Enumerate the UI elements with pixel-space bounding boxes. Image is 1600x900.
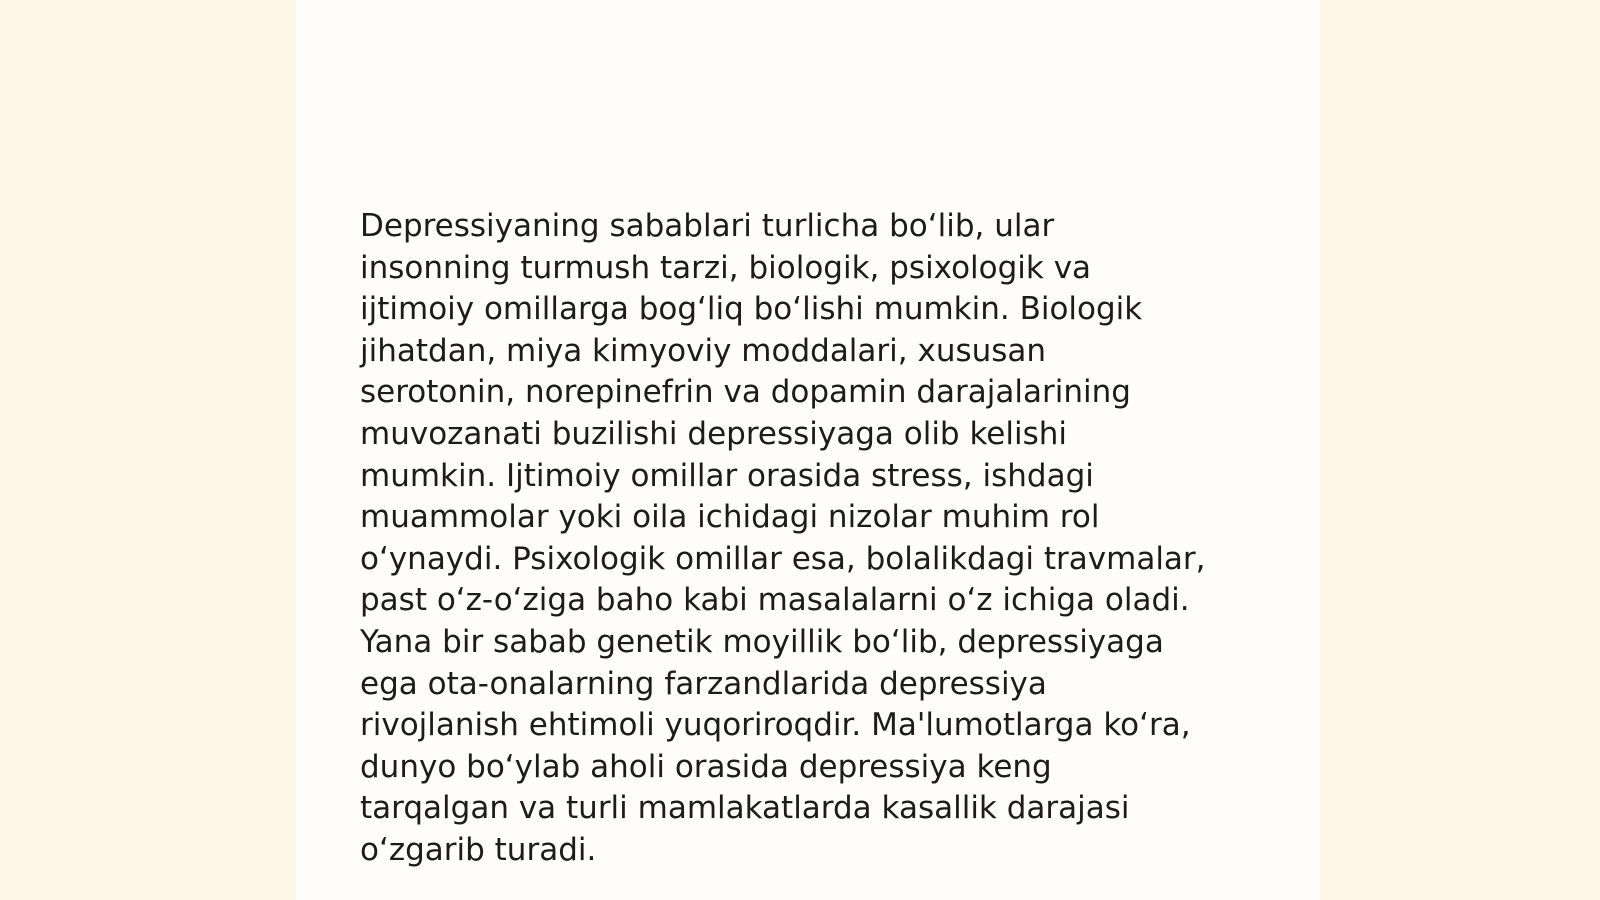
body-paragraph: Depressiyaning sabablari turlicha bo‘lib, ular insonning turmush tarzi, biologik, psixologik va ijtimoiy omillarga bog‘liq bo‘lishi mumkin. Biologik jihatdan, miya kimyoviy moddalari, xususan serotonin, norepinefrin va dopamin darajalarining muvozanati buzilishi depressiyaga olib kelishi mumkin. Ijtimoiy omillar orasida stress, ishdagi muammolar yoki oila ichidagi nizolar muhim rol o‘ynaydi. Psixologik omillar esa, bolalikdagi travmalar, past o‘z-o‘ziga baho kabi masalalarni o‘z ichiga oladi. Yana bir sabab genetik moyillik bo‘lib, depressiyaga ega ota-onalarning farzandlarida depressiya rivojlanish ehtimoli yuqoriroqdir. Ma'lumotlarga ko‘ra, dunyo bo‘ylab aholi orasida depressiya keng tarqalgan va turli mamlakatlarda kasallik darajasi o‘zgarib turadi.	[360, 208, 1206, 868]
document-page	[296, 0, 1320, 900]
